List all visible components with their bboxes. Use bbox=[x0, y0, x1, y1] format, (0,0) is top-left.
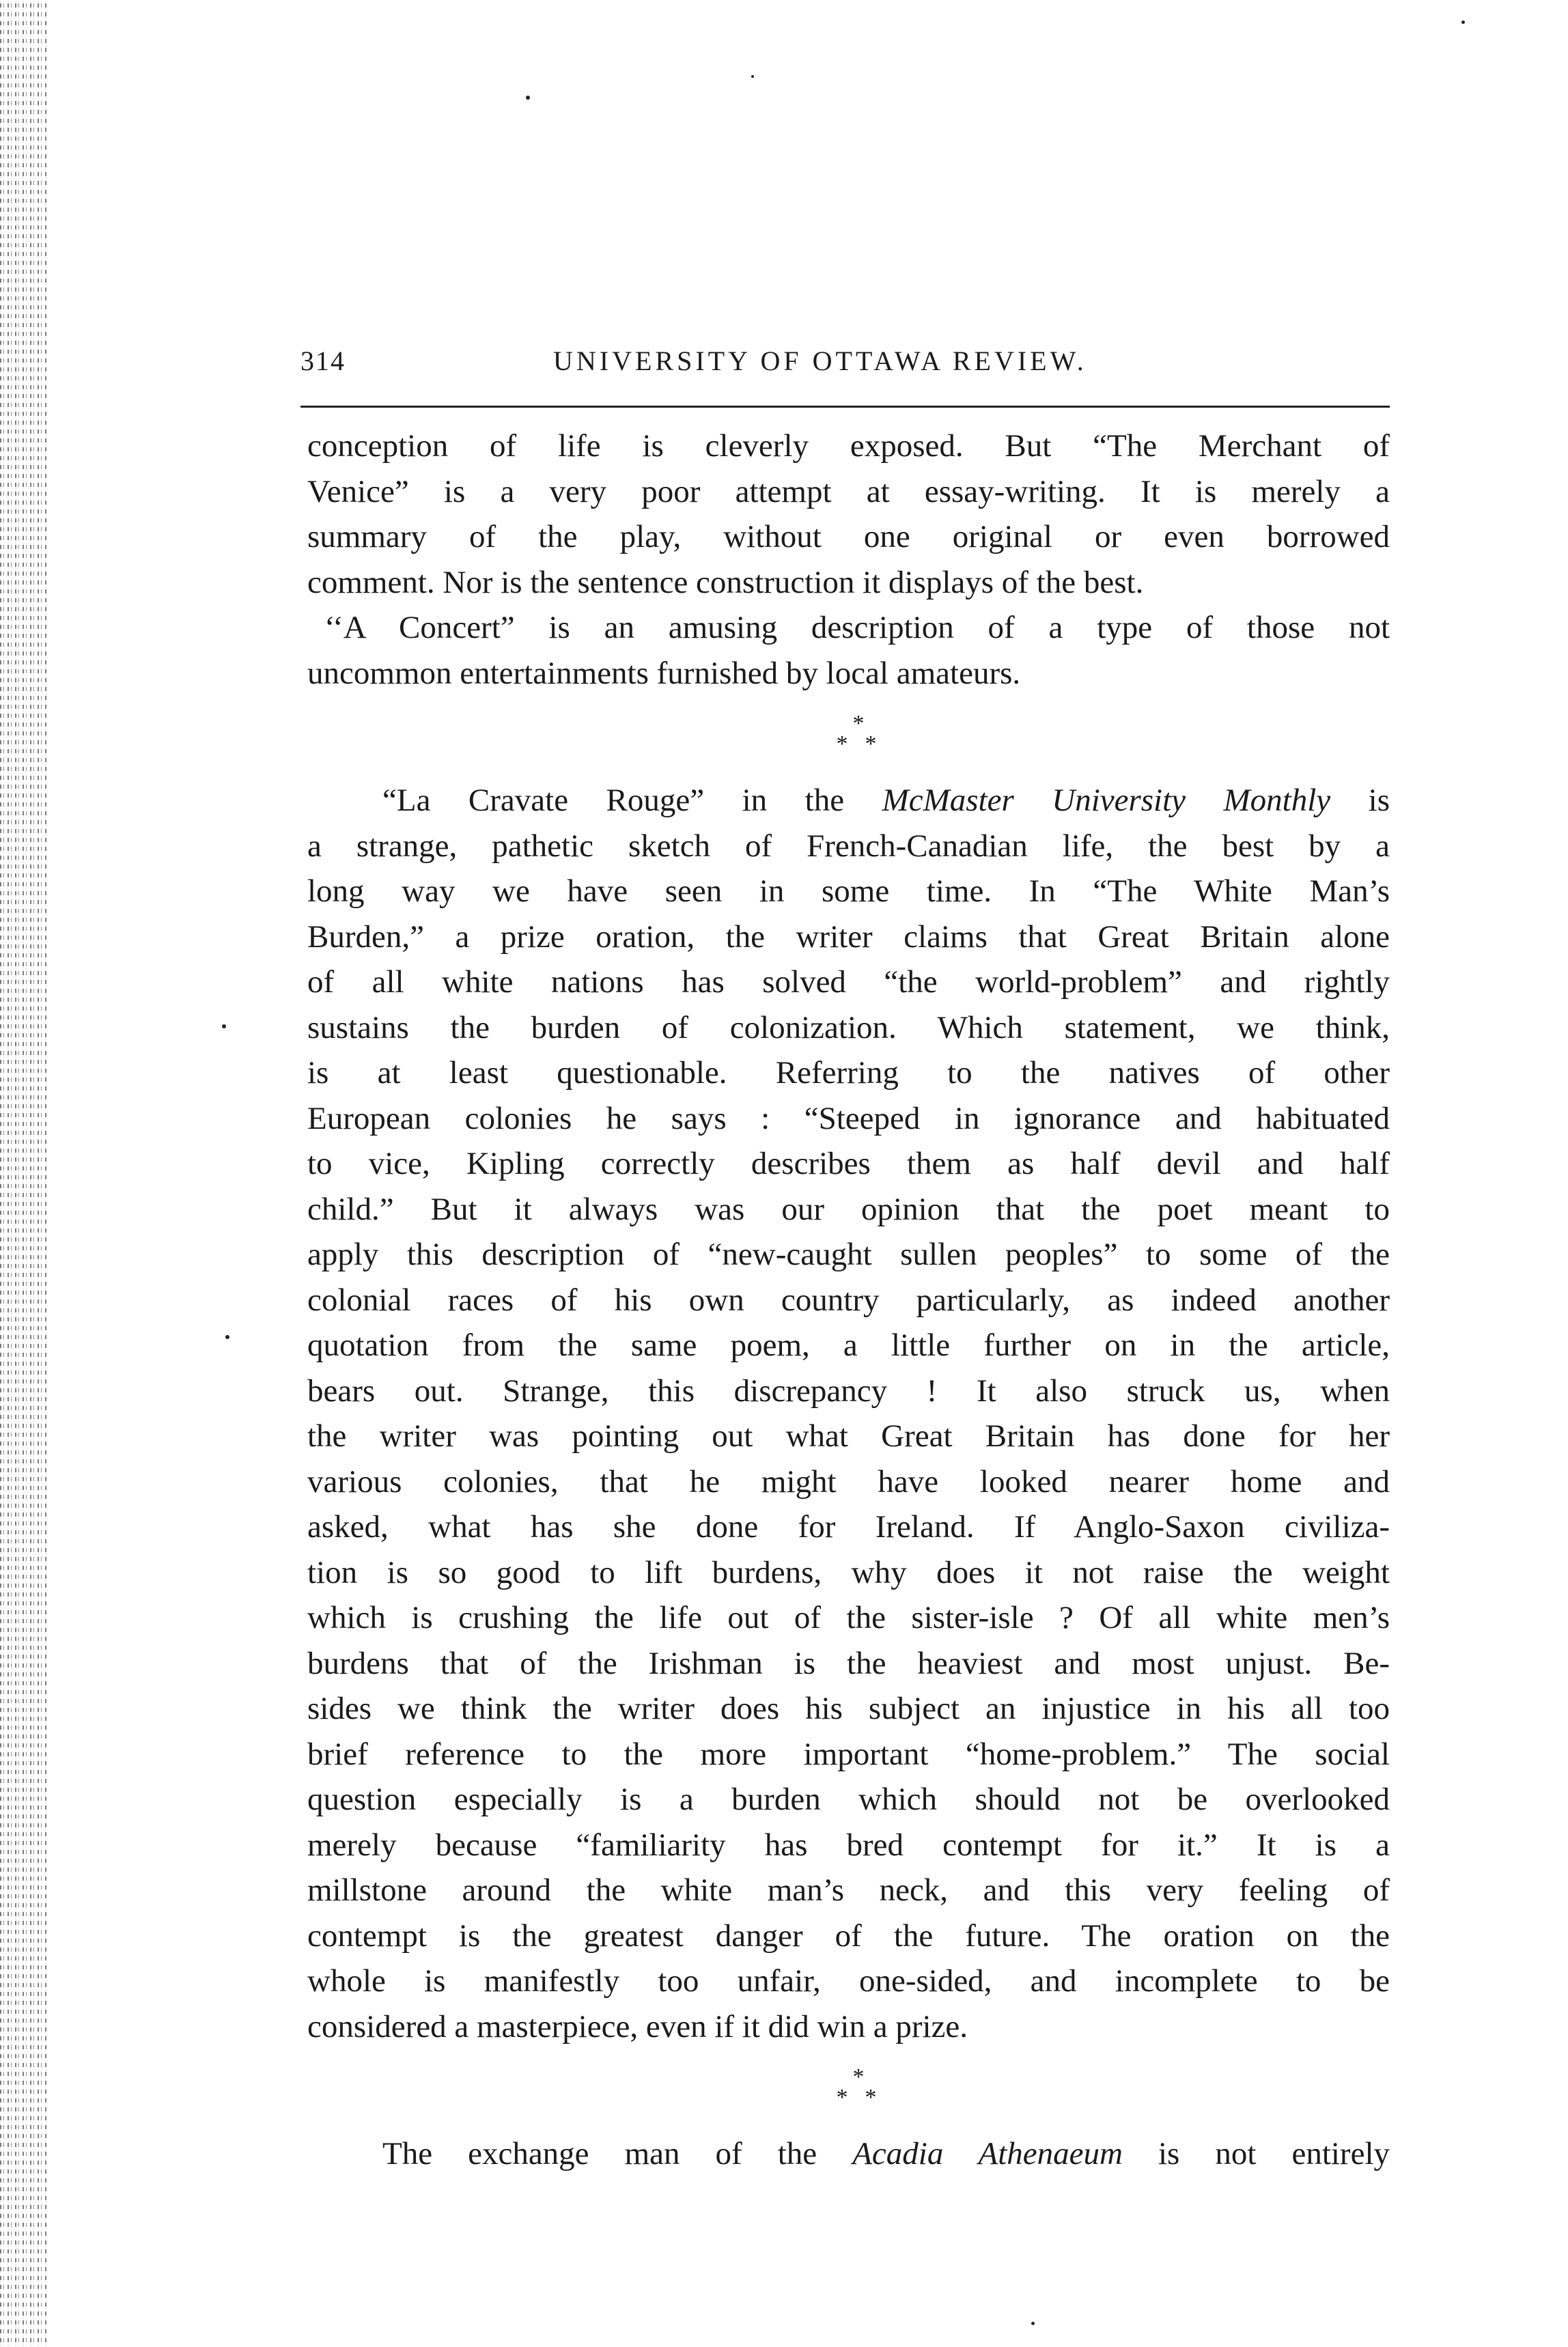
scan-speck bbox=[1461, 20, 1465, 24]
scan-speck bbox=[225, 1335, 229, 1339]
text-line: child.” But it always was our opinion that the poet meant to bbox=[307, 1191, 1390, 1227]
text-line bbox=[307, 2131, 1390, 2177]
text-line: uncommon entertainments furnished by local amateurs. bbox=[307, 655, 1021, 691]
text-line: ‘‘A Concert” is an amusing description of a type of those not bbox=[324, 610, 1390, 645]
asterism-star: * bbox=[836, 2085, 848, 2110]
text-line: which is crushing the life out of the sister-isle ? Of all white men’s bbox=[307, 1600, 1390, 1635]
header-rule bbox=[300, 406, 1390, 408]
publication-title: Acadia Athenaeum bbox=[852, 2136, 1123, 2172]
publication-title: McMaster University Monthly bbox=[882, 783, 1331, 818]
text-line: the writer was pointing out what Great Britain has done for her bbox=[307, 1418, 1390, 1454]
text-fragment: is not entirely bbox=[1158, 2136, 1390, 2172]
text-line: various colonies, that he might have looked nearer home and bbox=[307, 1463, 1390, 1500]
text-line: Burden,” a prize oration, the writer claims that Great Britain alone bbox=[307, 918, 1390, 955]
text-line: whole is manifestly too unfair, one-sided, and incomplete to be bbox=[307, 1963, 1390, 1999]
text-fragment: is bbox=[1368, 783, 1390, 818]
text-line: conception of life is cleverly exposed. But “The Merchant of bbox=[307, 428, 1390, 464]
running-head bbox=[300, 345, 1393, 386]
asterism-star: * bbox=[865, 2085, 877, 2110]
text-line bbox=[307, 778, 1390, 824]
text-line: is at least questionable. Referring to the natives of other bbox=[307, 1055, 1390, 1091]
asterism-star: * bbox=[865, 731, 877, 757]
text-fragment: “La Cravate Rouge” in the bbox=[382, 783, 845, 818]
scan-binding-edge bbox=[0, 0, 48, 2347]
text-line: question especially is a burden which should not be overlooked bbox=[307, 1782, 1390, 1817]
text-line: quotation from the same poem, a little further on in the article, bbox=[307, 1327, 1390, 1363]
page-number: 314 bbox=[300, 346, 346, 376]
text-line: sustains the burden of colonization. Which statement, we think, bbox=[307, 1009, 1390, 1045]
scan-speck bbox=[526, 96, 530, 100]
text-line: bears out. Strange, this discrepancy ! It also struck us, when bbox=[307, 1373, 1390, 1409]
asterism-divider bbox=[307, 696, 1390, 778]
scan-speck bbox=[751, 75, 754, 78]
text-fragment: The exchange man of the bbox=[382, 2136, 817, 2172]
asterism-star: * bbox=[852, 2064, 865, 2090]
asterism-star: * bbox=[836, 731, 848, 757]
text-line: colonial races of his own country particularly, as indeed another bbox=[307, 1282, 1390, 1318]
text-line: tion is so good to lift burdens, why does it not raise the weight bbox=[307, 1554, 1390, 1590]
body-text bbox=[307, 423, 1390, 2177]
scan-speck bbox=[1031, 2322, 1035, 2325]
text-line: sides we think the writer does his subject an injustice in his all too bbox=[307, 1691, 1390, 1726]
text-line: to vice, Kipling correctly describes them as half devil and half bbox=[307, 1146, 1390, 1181]
text-line: apply this description of “new-caught sullen peoples” to some of the bbox=[307, 1237, 1390, 1272]
text-line: asked, what has she done for Ireland. If Anglo-Saxon civiliza- bbox=[307, 1509, 1390, 1545]
text-line: of all white nations has solved “the world-problem” and rightly bbox=[307, 964, 1390, 1000]
text-line: millstone around the white man’s neck, and this very feeling of bbox=[307, 1872, 1390, 1908]
asterism-divider bbox=[307, 2049, 1390, 2131]
text-line: contempt is the greatest danger of the future. The oration on the bbox=[307, 1917, 1390, 1954]
text-line: long way we have seen in some time. In “The White Man’s bbox=[307, 873, 1390, 909]
scan-speck bbox=[222, 1024, 226, 1028]
journal-title: UNIVERSITY OF OTTAWA REVIEW. bbox=[553, 346, 1087, 376]
text-line: merely because “familiarity has bred contempt for it.” It is a bbox=[307, 1827, 1390, 1863]
text-line: Venice” is a very poor attempt at essay-writing. It is merely a bbox=[307, 473, 1390, 509]
text-line: summary of the play, without one original or even borrowed bbox=[307, 519, 1390, 554]
text-line: brief reference to the more important “home-problem.” The social bbox=[307, 1736, 1390, 1772]
text-line: European colonies he says : “Steeped in ignorance and habituated bbox=[307, 1100, 1390, 1136]
text-line: a strange, pathetic sketch of French-Canadian life, the best by a bbox=[307, 828, 1390, 864]
text-line: burdens that of the Irishman is the heaviest and most unjust. Be- bbox=[307, 1645, 1390, 1681]
text-line: considered a masterpiece, even if it did win a prize. bbox=[307, 2008, 968, 2044]
text-line: comment. Nor is the sentence construction it displays of the best. bbox=[307, 564, 1144, 600]
asterism-star: * bbox=[852, 711, 865, 736]
